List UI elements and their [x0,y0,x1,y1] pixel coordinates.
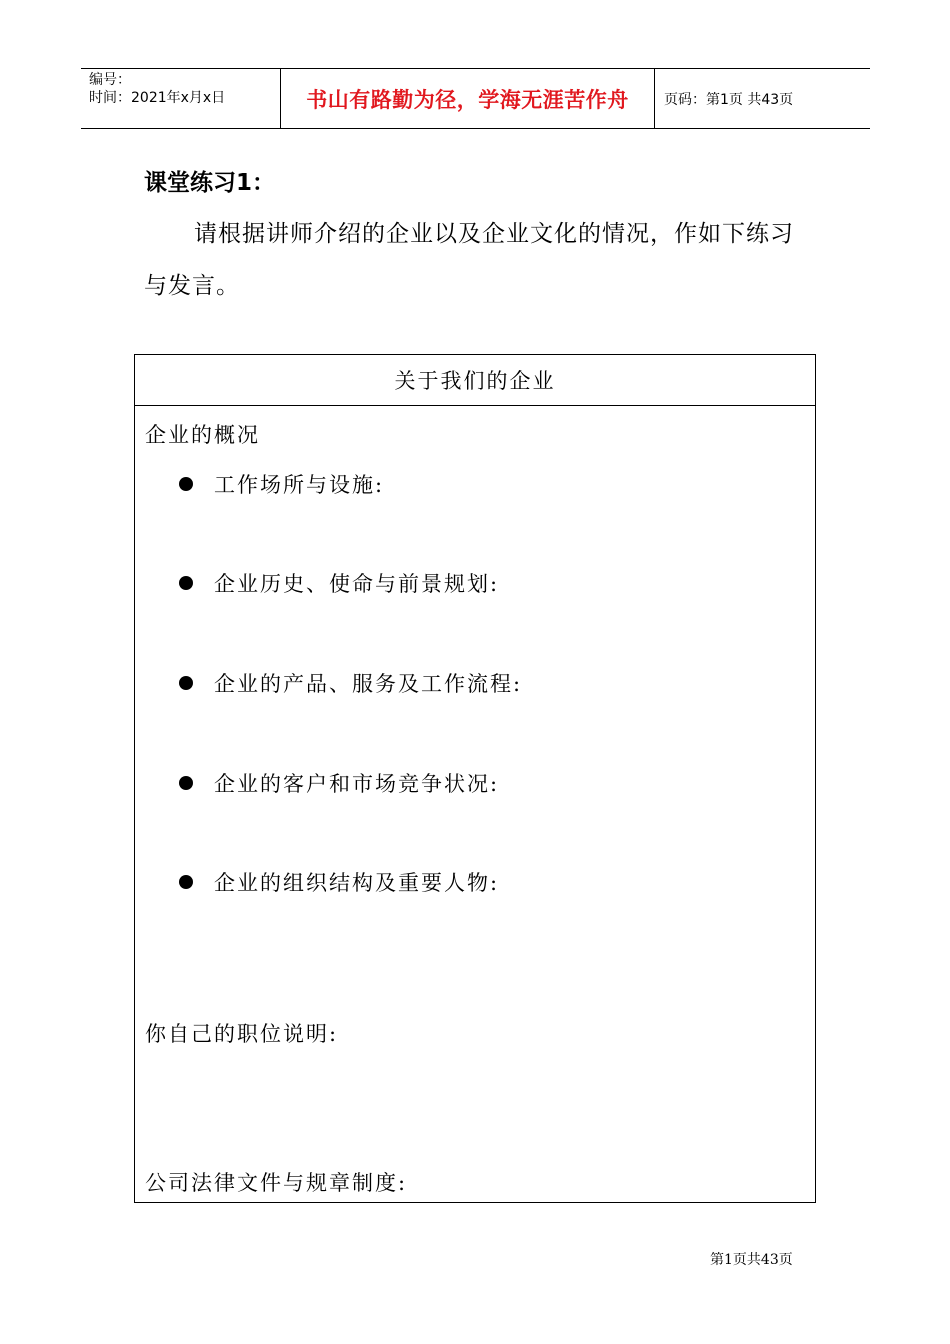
table-heading: 关于我们的企业 [135,355,815,406]
header-motto-cell [281,69,655,128]
company-info-table [134,354,816,1203]
header-meta-cell [81,69,281,128]
bullet-icon [179,576,193,590]
list-item-label: 工作场所与设施: [214,473,385,497]
list-item [179,568,499,598]
list-item-label: 企业的组织结构及重要人物: [214,871,500,895]
legal-documents-label: 公司法律文件与规章制度: [145,1171,408,1195]
list-item-label: 企业的产品、服务及工作流程: [214,672,523,696]
list-item-label: 企业的客户和市场竞争状况: [214,772,500,796]
bullet-icon [179,676,193,690]
bullet-icon [179,875,193,889]
document-header [81,68,870,129]
exercise-instruction: 请根据讲师介绍的企业以及企业文化的情况，作如下练习与发言。 [144,221,794,299]
list-item-label: 企业历史、使命与前景规划: [214,572,500,596]
exercise-title: 课堂练习1： [144,170,276,196]
list-item [179,668,522,698]
bullet-icon [179,776,193,790]
footer-page-number: 第1页共43页 [710,1252,793,1268]
list-item [179,469,384,499]
position-description-label: 你自己的职位说明: [145,1022,339,1046]
document-code-label: 编号： [89,72,131,88]
list-item [179,768,499,798]
header-motto: 书山有路勤为径，学海无涯苦作舟 [306,87,629,112]
header-page-cell [655,69,870,128]
list-item [179,867,499,897]
header-page-info: 页码：第1页 共43页 [664,91,794,108]
document-time-label: 时间：2021年x月x日 [89,90,226,106]
overview-title: 企业的概况 [145,423,260,447]
bullet-icon [179,477,193,491]
